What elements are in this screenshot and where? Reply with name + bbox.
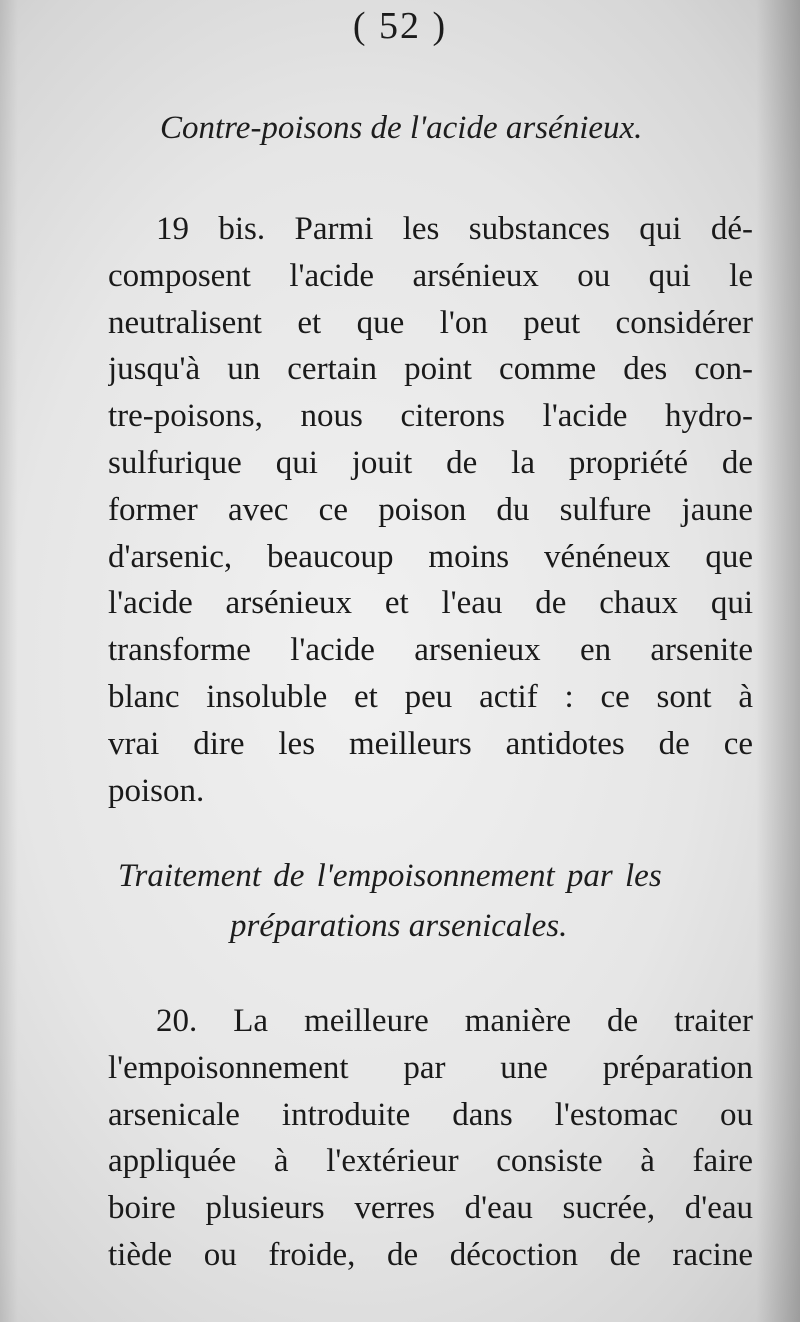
text-line: arsenicale introduite dans l'estomac ou (108, 1096, 753, 1133)
section-heading-treatment-line1: Traitement de l'empoisonnement par les (118, 858, 662, 894)
text-line: l'acide arsénieux et l'eau de chaux qui (108, 585, 753, 622)
text-line: appliquée à l'extérieur consiste à faire (108, 1143, 753, 1180)
text-line: transforme l'acide arsenieux en arsenite (108, 632, 753, 669)
text-line: former avec ce poison du sulfure jaune (108, 491, 753, 528)
text-line: neutralisent et que l'on peut considérer (108, 304, 753, 341)
text-line: tiède ou froide, de décoction de racine (108, 1236, 753, 1273)
text-line: composent l'acide arsénieux ou qui le (108, 257, 753, 294)
section-heading-treatment-line2: préparations arsenicales. (230, 908, 568, 944)
page-gutter-shadow-right (756, 0, 800, 1322)
paragraph-19-bis (108, 206, 753, 814)
text-line: jusqu'à un certain point comme des con- (108, 351, 753, 388)
text-line: sulfurique qui jouit de la propriété de (108, 444, 753, 481)
text-line: poison. (108, 772, 205, 809)
text-line: d'arsenic, beaucoup moins vénéneux que (108, 538, 753, 575)
text-line: boire plusieurs verres d'eau sucrée, d'eau (108, 1190, 753, 1227)
page-number: ( 52 ) (352, 5, 448, 47)
text-line: blanc insoluble et peu actif : ce sont à (108, 678, 753, 715)
text-line: 20. La meilleure manière de traiter (156, 1003, 753, 1039)
section-heading-antidotes: Contre-poisons de l'acide arsénieux. (160, 110, 643, 146)
text-line: tre-poisons, nous citerons l'acide hydro- (108, 398, 753, 435)
text-line: l'empoisonnement par une préparation (108, 1049, 753, 1086)
text-line: vrai dire les meilleurs antidotes de ce (108, 725, 753, 762)
text-line: 19 bis. Parmi les substances qui dé- (156, 211, 753, 247)
page-gutter-shadow-left (0, 0, 18, 1322)
paragraph-20 (108, 998, 753, 1279)
